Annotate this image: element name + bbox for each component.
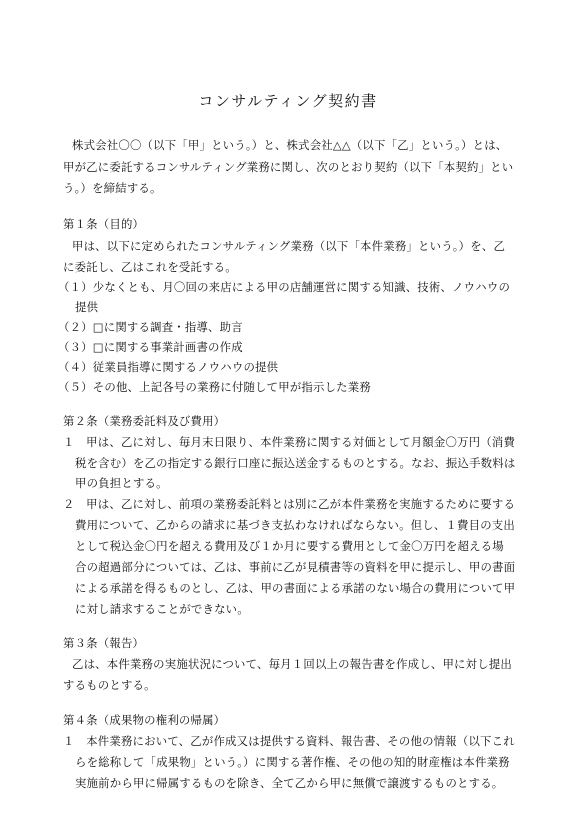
article-2-line: １ 甲は、乙に対し、毎月末日限り、本件業務に関する対価として月額金〇万円（消費: [63, 435, 516, 449]
article-1-item: （４）従業員指導に関するノウハウの提供: [58, 360, 279, 374]
article-4-line: らを総称して「成果物」という。）に関する著作権、その他の知的財産権は本件業務: [75, 755, 510, 769]
article-4-line: 実施前から甲に帰属するものを除き、全て乙から甲に無償で譲渡するものとする。: [75, 776, 504, 790]
article-1-body-line: に委託し、乙はこれを受託する。: [63, 260, 237, 274]
article-1-item-continuation: 提供: [75, 300, 99, 314]
article-2-line: 甲の負担とする。: [75, 476, 168, 490]
article-2-line: による承諾を得るものとし、乙は、甲の書面による承諾のない場合の費用について甲: [75, 581, 516, 595]
article-3-heading: 第３条（報告）: [63, 636, 145, 650]
article-4-heading: 第４条（成果物の権利の帰属）: [63, 713, 226, 727]
article-1-item: （５）その他、上記各号の業務に付随して甲が指示した業務: [58, 380, 371, 394]
preamble-line: 株式会社〇〇（以下「甲」という。）と、株式会社△△（以下「乙」という。）とは、: [72, 138, 508, 152]
article-3-line: 乙は、本件業務の実施状況について、毎月１回以上の報告書を作成し、甲に対し提出: [72, 657, 512, 671]
article-3-line: するものとする。: [63, 678, 156, 692]
document-title: コンサルティング契約書: [198, 92, 378, 110]
article-1-item: （２）□に関する調査・指導、助言: [58, 320, 243, 334]
article-1-body-line: 甲は、以下に定められたコンサルティング業務（以下「本件業務」という。）を、乙: [72, 239, 506, 253]
preamble-line: う。）を締結する。: [63, 181, 162, 195]
article-2-line: ２ 甲は、乙に対し、前項の業務委託料とは別に乙が本件業務を実施するために要する: [63, 497, 516, 511]
preamble-line: 甲が乙に委託するコンサルティング業務に関し、次のとおり契約（以下「本契約」とい: [63, 160, 514, 174]
article-2-line: 合の超過部分については、乙は、事前に乙が見積書等の資料を甲に提示し、甲の書面: [75, 560, 516, 574]
article-1-heading: 第１条（目的）: [63, 217, 145, 231]
article-1-item: （１）少なくとも、月〇回の来店による甲の店舗運営に関する知識、技術、ノウハウの: [58, 280, 511, 294]
article-2-line: 税を含む）を乙の指定する銀行口座に振込送金するものとする。なお、振込手数料は: [75, 456, 516, 470]
article-2-heading: 第２条（業務委託料及び費用）: [63, 414, 226, 428]
article-2-line: 費用について、乙からの請求に基づき支払わなければならない。但し、１費目の支出: [75, 518, 515, 532]
article-2-line: として税込金〇円を超える費用及び１か月に要する費用として金〇万円を超える場: [75, 539, 504, 553]
article-1-item: （３）□に関する事業計画書の作成: [58, 340, 243, 354]
article-2-line: に対し請求することができない。: [75, 602, 249, 616]
article-4-line: １ 本件業務において、乙が作成又は提供する資料、報告書、その他の情報（以下これ: [63, 734, 515, 748]
